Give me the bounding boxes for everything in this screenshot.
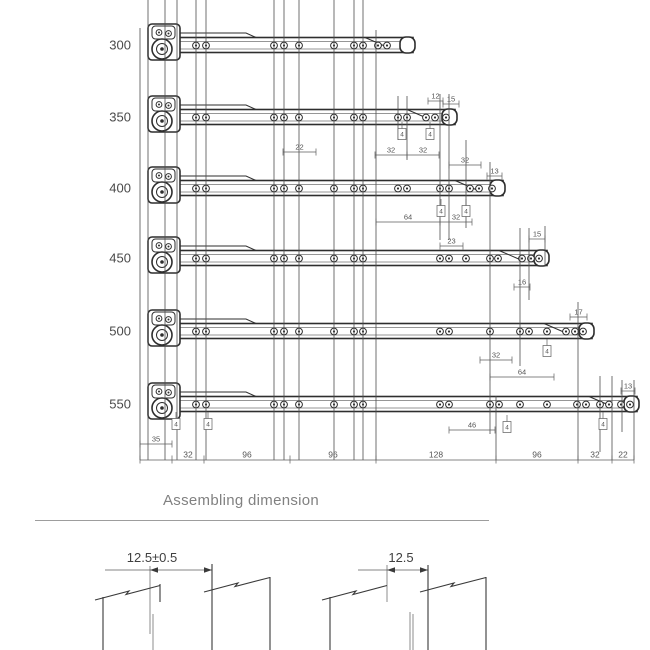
dimension	[487, 167, 502, 180]
length-label: 300	[109, 37, 131, 53]
dimension	[514, 278, 530, 291]
dimension	[440, 237, 463, 250]
dimension-label: 4	[505, 424, 509, 432]
dimension-label: 22	[295, 142, 304, 152]
dimension-label: 96	[328, 449, 338, 460]
dimension-label: 4	[545, 348, 549, 356]
dimension	[529, 230, 545, 243]
dimension	[449, 421, 495, 434]
dimension-label: 12	[431, 91, 440, 101]
hole-callout	[462, 199, 470, 217]
dimension-label: 4	[206, 421, 210, 429]
dimension	[376, 213, 440, 226]
dimension-label: 16	[517, 277, 527, 287]
dimension-label: 64	[403, 212, 413, 222]
dimension-label: 22	[618, 449, 628, 460]
dimension-label: 32	[451, 212, 461, 222]
dimension-label: 32	[418, 145, 428, 155]
dimension-label: 32	[590, 449, 600, 460]
dimension-label: 4	[464, 208, 468, 216]
hole-callout	[204, 412, 212, 430]
dimension-label: 4	[601, 421, 605, 429]
dimension	[480, 351, 512, 364]
length-label: 550	[109, 396, 131, 412]
dimension	[570, 308, 587, 321]
dimension	[375, 146, 407, 159]
dimension-label: 64	[517, 367, 527, 377]
rail-end-cap	[400, 37, 415, 53]
bottom-dimension-chain	[140, 450, 634, 464]
slide-row-500	[109, 307, 594, 346]
dimension-label: 32	[183, 449, 193, 460]
assembly-detail-drawing	[95, 564, 486, 650]
dimension-label: 17	[574, 307, 583, 317]
slide-row-300	[109, 24, 415, 60]
dimension	[283, 143, 316, 156]
dimension-label: 128	[428, 449, 444, 460]
dimension-label: 32	[460, 155, 470, 165]
hole-callout	[437, 199, 445, 217]
dimension	[407, 146, 439, 159]
rail-body	[176, 397, 637, 412]
dimension-label: 96	[242, 449, 252, 460]
dimension-label: 15	[532, 229, 542, 239]
slide-row-450	[109, 237, 549, 273]
slide-row-350	[109, 96, 457, 132]
dimension-label: 4	[439, 208, 443, 216]
dimension-label: 4	[400, 131, 404, 139]
dimension-label: 32	[386, 145, 396, 155]
dimension	[428, 92, 443, 105]
dimension	[621, 382, 635, 395]
dimension-label: 13	[623, 381, 633, 391]
dimension-label: 13	[490, 166, 499, 176]
dimension-label: 46	[467, 420, 477, 430]
dimension-label: 32	[491, 350, 501, 360]
hole-callout	[503, 415, 511, 433]
dimension	[140, 435, 172, 448]
length-label: 350	[109, 109, 131, 125]
dimension	[449, 156, 481, 169]
rail-body	[176, 181, 503, 196]
dimension-label: 96	[532, 449, 542, 460]
length-label: 500	[109, 323, 131, 339]
dimension-label: 15	[446, 94, 456, 104]
section-divider	[35, 520, 489, 521]
dimension-label: 23	[447, 236, 456, 246]
assembly-right-dimension: 12.5	[388, 550, 414, 565]
dimension-label: 4	[428, 131, 432, 139]
length-label: 450	[109, 250, 131, 266]
assembling-dimension-title: Assembling dimension	[163, 492, 320, 509]
dimension	[490, 368, 554, 381]
slide-row-400	[109, 167, 505, 203]
dimension-label: 4	[174, 421, 178, 429]
dimension-label: 35	[151, 434, 161, 444]
assembly-left-dimension: 12.5±0.5	[126, 550, 178, 565]
hole-callout	[543, 339, 551, 357]
length-label: 400	[109, 180, 131, 196]
slide-row-550	[109, 383, 639, 419]
dimension	[443, 95, 459, 108]
